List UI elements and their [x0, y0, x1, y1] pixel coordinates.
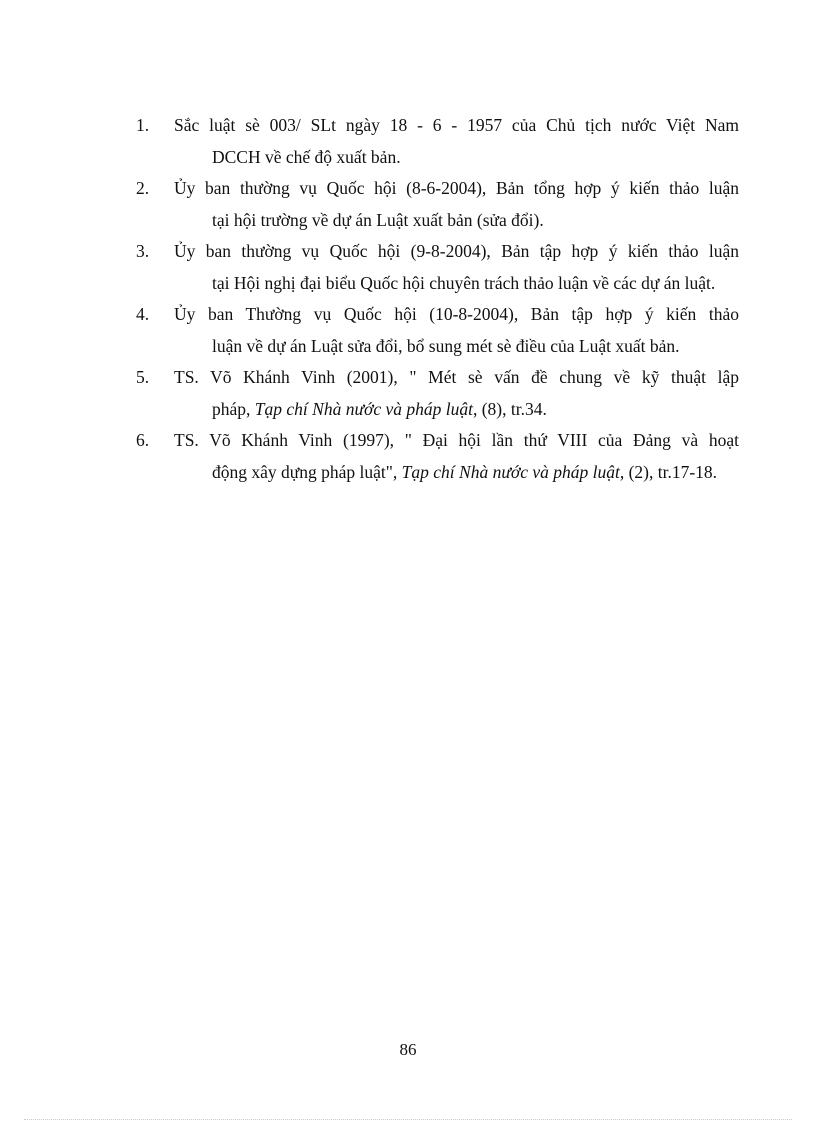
reference-number: 2.	[136, 178, 150, 198]
reference-item	[136, 110, 739, 173]
reference-number: 3.	[136, 241, 150, 261]
reference-item	[136, 173, 739, 236]
reference-continuation: động xây dựng pháp luật", Tạp chí Nhà nước và pháp luật, (2), tr.17-18.	[212, 461, 718, 482]
reference-continuation: tại Hội nghị đại biểu Quốc hội chuyên trách thảo luận về các dự án luật.	[212, 272, 716, 293]
journal-title: Tạp chí Nhà nước và pháp luật	[254, 398, 473, 419]
journal-title: Tạp chí Nhà nước và pháp luật	[401, 461, 620, 482]
reference-continuation: tại hội trường về dự án Luật xuất bản (sửa đổi).	[212, 209, 544, 230]
reference-number: 5.	[136, 367, 150, 387]
reference-first-line: TS. Võ Khánh Vinh (1997), " Đại hội lần thứ VIII của Đảng và hoạt	[174, 430, 739, 450]
reference-item	[136, 362, 739, 425]
reference-first-line: Sắc luật sè 003/ SLt ngày 18 - 6 - 1957 của Chủ tịch nước Việt Nam	[174, 115, 739, 135]
reference-item	[136, 299, 739, 362]
reference-first-line: Ủy ban thường vụ Quốc hội (8-6-2004), Bản tổng hợp ý kiến thảo luận	[174, 178, 739, 198]
page-number: 86	[399, 1040, 417, 1059]
page-bottom-divider	[24, 1119, 792, 1120]
reference-continuation: pháp, Tạp chí Nhà nước và pháp luật, (8), tr.34.	[212, 398, 547, 419]
reference-item	[136, 236, 739, 299]
reference-number: 6.	[136, 430, 150, 450]
reference-number: 4.	[136, 304, 150, 324]
reference-first-line: Ủy ban thường vụ Quốc hội (9-8-2004), Bản tập hợp ý kiến thảo luận	[174, 241, 739, 261]
reference-number: 1.	[136, 115, 150, 135]
reference-continuation: luận về dự án Luật sửa đổi, bổ sung mét sè điều của Luật xuất bản.	[212, 335, 680, 356]
reference-first-line: Ủy ban Thường vụ Quốc hội (10-8-2004), Bản tập hợp ý kiến thảo	[174, 304, 739, 324]
reference-continuation: DCCH về chế độ xuất bản.	[212, 146, 401, 167]
reference-item	[136, 425, 739, 488]
reference-first-line: TS. Võ Khánh Vinh (2001), " Mét sè vấn đề chung về kỹ thuật lập	[174, 367, 739, 387]
reference-list	[136, 110, 739, 488]
